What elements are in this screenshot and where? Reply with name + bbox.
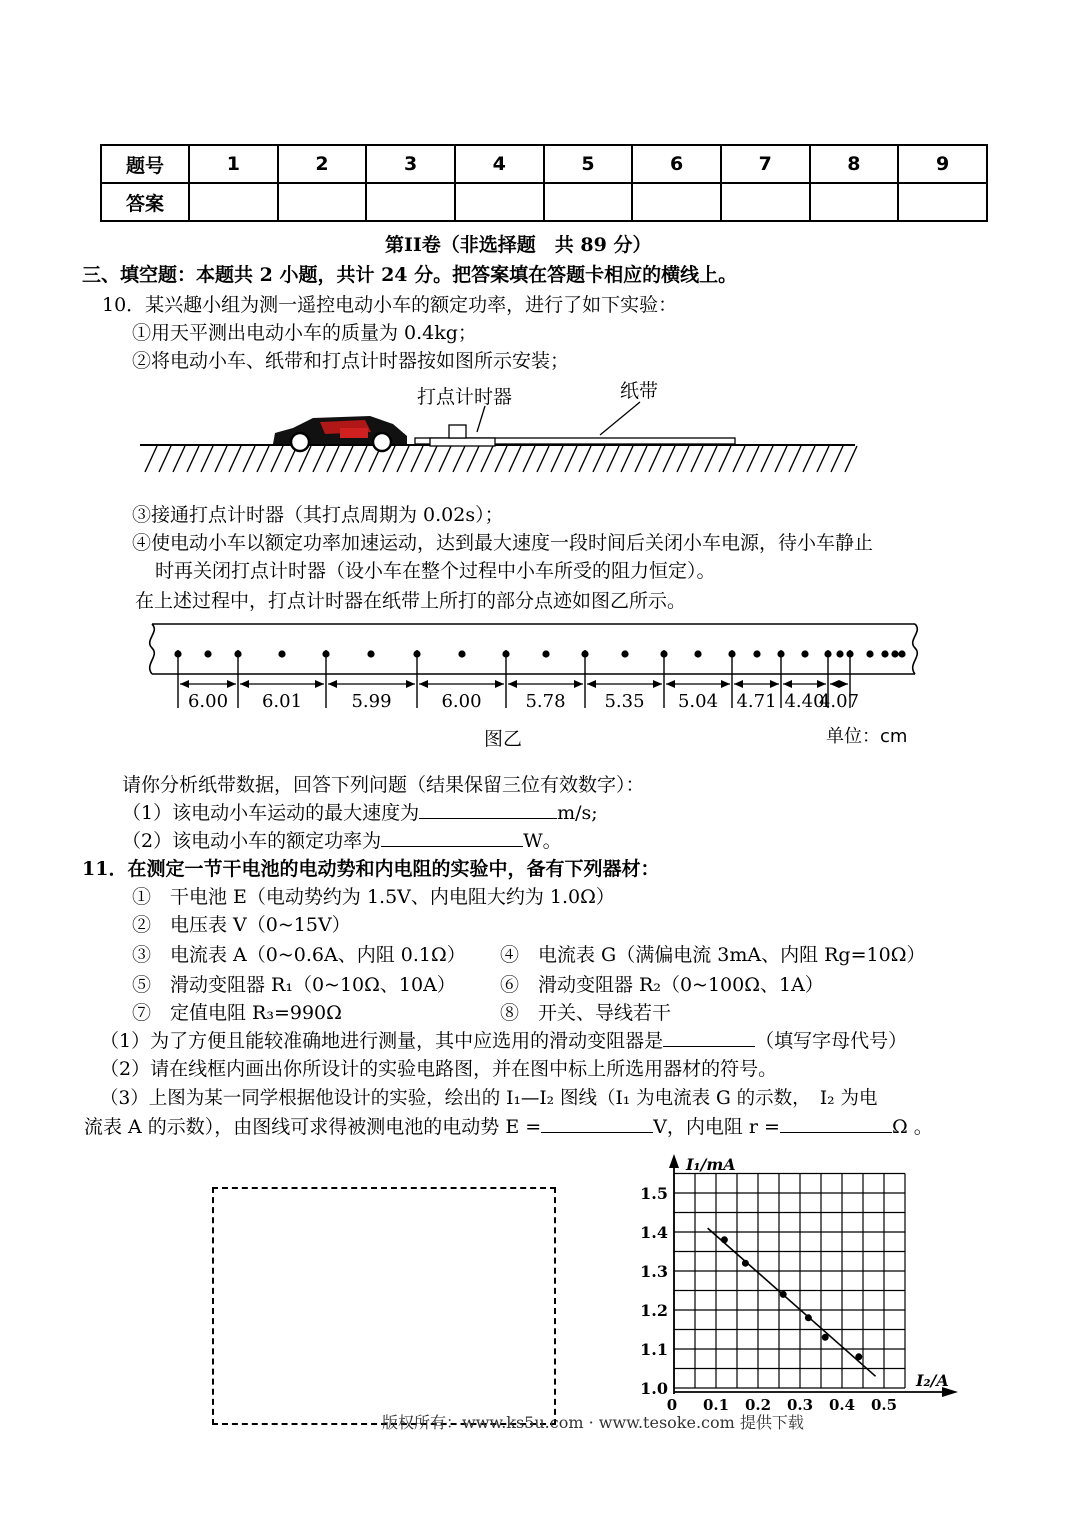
chart-fit-line (708, 1228, 876, 1376)
q11-part3-text-c: Ω 。 (891, 1116, 933, 1138)
tape-dot (881, 650, 888, 657)
answer-cell[interactable] (455, 183, 544, 221)
q10-part2 (122, 826, 562, 853)
chart-x-tick-label: 0.4 (828, 1396, 856, 1414)
resistance-blank[interactable] (780, 1114, 892, 1133)
chart-x-tick-label: 0.3 (786, 1396, 814, 1414)
q10-part2-text: （2）该电动小车的额定功率为 (122, 830, 382, 852)
chart-y-tick-label: 1.1 (640, 1340, 668, 1359)
tape-value-label: 5.35 (604, 691, 645, 712)
q10-step4a: ④使电动小车以额定功率加速运动，达到最大速度一段时间后关闭小车电源，待小车静止 (132, 532, 874, 554)
label-timer: 打点计时器 (417, 386, 513, 408)
q11-part1 (100, 1026, 907, 1053)
answer-table-number: 9 (898, 145, 987, 183)
tape-dot (836, 650, 843, 657)
chart-y-tick-label: 1.2 (640, 1301, 668, 1320)
tape-arrowhead (240, 680, 249, 688)
chart-data-point (780, 1291, 787, 1298)
tape-arrowhead (830, 680, 839, 688)
section-title: 第II卷（非选择题 共 89 分） (385, 234, 652, 256)
tape-dot (801, 650, 808, 657)
q11-item3: ③ 电流表 A（0~0.6A、内阻 0.1Ω） (132, 944, 466, 966)
q10-part1 (122, 798, 598, 825)
q10-step4b: 时再关闭打点计时器（设小车在整个过程中小车所受的阻力恒定）。 (155, 560, 716, 582)
q11-item2: ② 电压表 V（0~15V） (132, 914, 351, 936)
tape-arrowhead (734, 680, 743, 688)
q11-part1-text: （1）为了方便且能较准确地进行测量，其中应选用的滑动变阻器是 (100, 1030, 664, 1052)
answer-table-header-label: 题号 (101, 145, 189, 183)
answer-table-number: 6 (632, 145, 721, 183)
q10-part2-unit: W。 (523, 830, 562, 852)
q11-item5: ⑤ 滑动变阻器 R₁（0~10Ω、10A） (132, 974, 456, 996)
tape-value-label: 6.00 (441, 691, 482, 712)
answer-table-header-row (101, 145, 987, 183)
tape-arrowhead (227, 680, 236, 688)
tape-dot (204, 650, 211, 657)
unit-label: 单位：cm (826, 726, 908, 747)
chart-x-tick-label: 0.2 (744, 1396, 772, 1414)
tape-dot (367, 650, 374, 657)
tape-value-label: 6.01 (261, 691, 303, 712)
rheostat-blank[interactable] (663, 1028, 755, 1047)
tape-value-label: 5.78 (525, 691, 566, 712)
q10-part1-text: （1）该电动小车运动的最大速度为 (122, 802, 420, 824)
q11-part3-line1: （3）上图为某一同学根据他设计的实验，绘出的 I₁—I₂ 图线（I₁ 为电流表 G 的示数， I₂ 为电 (100, 1088, 878, 1109)
section-heading: 三、填空题：本题共 2 小题，共计 24 分。把答案填在答题卡相应的横线上。 (82, 264, 738, 286)
answer-table-number: 8 (810, 145, 899, 183)
tape-arrowhead (587, 680, 596, 688)
q11-part3-text-b: V，内电阻 r = (653, 1116, 780, 1138)
q10-stem: 10．某兴趣小组为测一遥控电动小车的额定功率，进行了如下实验： (102, 294, 678, 316)
answer-table-number: 7 (721, 145, 810, 183)
chart-data-point (822, 1334, 829, 1341)
tape-dot (898, 650, 905, 657)
answer-cell[interactable] (721, 183, 810, 221)
tape-arrowhead (817, 680, 826, 688)
tape-arrowhead (419, 680, 428, 688)
label-tape: 纸带 (620, 380, 659, 402)
tape-value-label: 5.04 (677, 691, 719, 712)
answer-table-number: 2 (278, 145, 367, 183)
q10-step1: ①用天平测出电动小车的质量为 0.4kg； (132, 322, 477, 344)
tape-value-label: 4.07 (818, 691, 860, 712)
max-speed-blank[interactable] (419, 800, 557, 819)
figure-caption: 图乙 (484, 728, 523, 750)
q10-analysis: 请你分析纸带数据，回答下列问题（结果保留三位有效数字）： (122, 774, 645, 796)
q11-stem: 11．在测定一节干电池的电动势和内电阻的实验中，备有下列器材： (82, 858, 660, 880)
footer-watermark: 版权所有：www.ks5u.com · www.tesoke.com 提供下载 (382, 1413, 804, 1432)
tape-dot (891, 650, 898, 657)
answer-cell[interactable] (810, 183, 899, 221)
tape-arrowhead (508, 680, 517, 688)
chart-y-axis-label: I₁/mA (686, 1155, 736, 1174)
chart-y-tick-label: 1.4 (640, 1223, 668, 1242)
q10-step2: ②将电动小车、纸带和打点计时器按如图所示安装； (132, 350, 570, 372)
tape-arrowhead (406, 680, 415, 688)
tape-arrowhead (783, 680, 792, 688)
tape-dot (694, 650, 701, 657)
chart-x-tick-label: 0 (666, 1396, 678, 1414)
tape-value-label: 6.00 (187, 691, 229, 712)
answer-table (100, 144, 988, 222)
chart-y-tick-label: 1.5 (640, 1184, 668, 1203)
q11-part3-text-a: 流表 A 的示数），由图线可求得被测电池的电动势 E = (84, 1116, 542, 1138)
q11-item6: ⑥ 滑动变阻器 R₂（0~100Ω、1A） (500, 974, 824, 996)
answer-cell[interactable] (278, 183, 367, 221)
tape-arrowhead (721, 680, 730, 688)
tape-dot (621, 650, 628, 657)
tape-dot (753, 650, 760, 657)
chart-x-tick-label: 0.1 (702, 1396, 730, 1414)
emf-blank[interactable] (541, 1114, 653, 1133)
tape-dot (458, 650, 465, 657)
answer-table-number: 3 (366, 145, 455, 183)
tape-value-label: 5.99 (351, 691, 392, 712)
chart-data-point (742, 1260, 749, 1267)
answer-table-number: 5 (544, 145, 633, 183)
tape-dot (278, 650, 285, 657)
tape-value-label: 4.40 (784, 691, 825, 712)
i1-i2-chart (640, 1152, 960, 1434)
q10-step5: 在上述过程中，打点计时器在纸带上所打的部分点迹如图乙所示。 (135, 590, 687, 612)
answer-table-answer-label: 答案 (101, 183, 189, 221)
tape-arrowhead (839, 680, 848, 688)
tape-dot (542, 650, 549, 657)
q11-item8: ⑧ 开关、导线若干 (500, 1002, 672, 1024)
q11-item4: ④ 电流表 G（满偏电流 3mA、内阻 Rg=10Ω） (500, 944, 926, 966)
q11-part2: （2）请在线框内画出你所设计的实验电路图，并在图中标上所选用器材的符号。 (100, 1058, 778, 1080)
answer-cell[interactable] (632, 183, 721, 221)
circuit-drawing-box[interactable] (212, 1187, 556, 1425)
chart-x-axis-label: I₂/A (916, 1371, 949, 1390)
answer-table-number: 4 (455, 145, 544, 183)
tape-arrowhead (666, 680, 675, 688)
chart-y-tick-label: 1.0 (640, 1379, 668, 1398)
q11-item7: ⑦ 定值电阻 R₃=990Ω (132, 1002, 342, 1024)
tape-dot (866, 650, 873, 657)
chart-data-point (721, 1236, 728, 1243)
car-setup-figure (135, 400, 860, 480)
tape-arrowhead (495, 680, 504, 688)
chart-y-arrow (669, 1154, 679, 1168)
q10-step3: ③接通打点计时器（其打点周期为 0.02s）； (132, 504, 504, 526)
tape-arrowhead (328, 680, 337, 688)
answer-cell[interactable] (366, 183, 455, 221)
chart-data-point (805, 1314, 812, 1321)
tape-arrowhead (770, 680, 779, 688)
chart-x-tick-label: 0.5 (870, 1396, 898, 1414)
q11-item1: ① 干电池 E（电动势约为 1.5V、内电阻大约为 1.0Ω） (132, 886, 615, 908)
answer-cell[interactable] (189, 183, 278, 221)
chart-data-point (855, 1353, 862, 1360)
tape-arrowhead (180, 680, 189, 688)
paper-tape-figure (140, 618, 930, 718)
answer-cell[interactable] (544, 183, 633, 221)
chart-y-tick-label: 1.3 (640, 1262, 668, 1281)
answer-table-answer-row (101, 183, 987, 221)
rated-power-blank[interactable] (381, 828, 523, 847)
tape-arrowhead (315, 680, 324, 688)
tape-arrowhead (574, 680, 583, 688)
q11-part1-post: （填写字母代号） (755, 1030, 908, 1052)
answer-table-number: 1 (189, 145, 278, 183)
q10-part1-unit: m/s; (557, 802, 598, 824)
tape-value-label: 4.71 (736, 691, 777, 712)
q11-part3-line2 (84, 1112, 933, 1139)
tape-arrowhead (653, 680, 662, 688)
answer-cell[interactable] (898, 183, 987, 221)
